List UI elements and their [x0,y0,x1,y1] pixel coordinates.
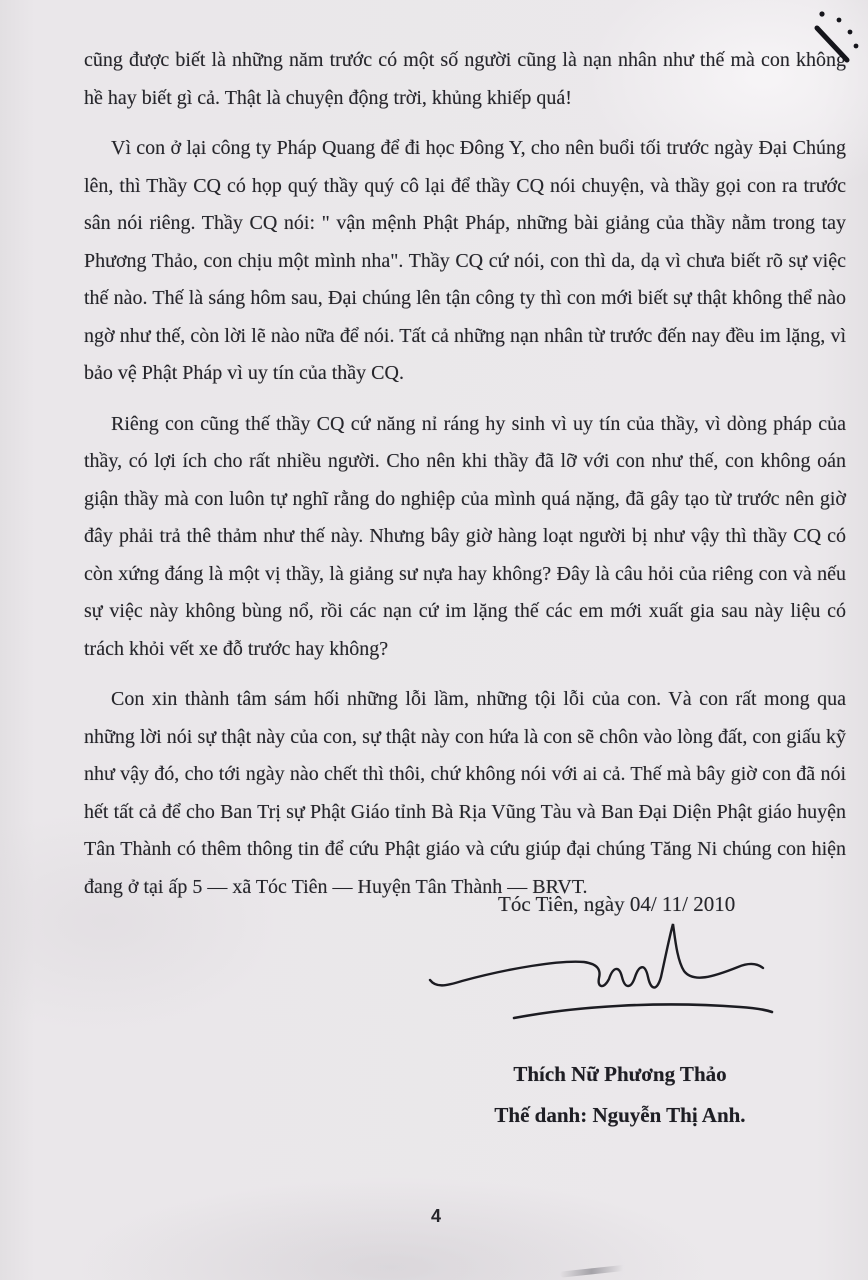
letter-body [84,42,846,919]
paragraph-3: Riêng con cũng thế thầy CQ cứ năng nỉ ráng hy sinh vì uy tín của thầy, vì dòng pháp của thầy, có lợi ích cho rất nhiều người. Cho nên khi thầy đã lỡ với con như thế, con không oán giận thầy mà con luôn tự nghĩ rằng do nghiệp của mình quá nặng, đã gây tạo từ trước nên giờ đây phải trả thê thảm như thế này. Nhưng bây giờ hàng loạt người bị như vậy thì thầy CQ có còn xứng đáng là một vị thầy, là giảng sư nựa hay không? Đây là câu hỏi của riêng con và nếu sự việc này không bùng nổ, rồi các nạn cứ im lặng thế các em mới xuất gia sau này liệu có trách khỏi vết xe đỗ trước hay không? [84,412,846,660]
pen-scribble-icon [803,6,863,70]
paragraph-2: Vì con ở lại công ty Pháp Quang để đi học Đông Y, cho nên buổi tối trước ngày Đại Chúng lên, thì Thầy CQ có họp quý thầy quý cô lại để thầy CQ nói chuyện, và thầy gọi con ra trước sân nói riêng. Thầy CQ nói: " vận mệnh Phật Pháp, những bài giảng của thầy nằm trong tay Phương Thảo, con chịu một mình nha". Thầy CQ cứ nói, con thì da, dạ vì chưa biết rõ sự việc thế nào. Thế là sáng hôm sau, Đại chúng lên tận công ty thì con mới biết sự thật không thể nào ngờ như thế, còn lời lẽ nào nữa để nói. Tất cả những nạn nhân từ trước đến nay đều im lặng, vì bảo vệ Phật Pháp vì uy tín của thầy CQ. [84,137,846,384]
signed-name: Thích Nữ Phương Thảo [513,1062,727,1086]
paragraph-continuation: cũng được biết là những năm trước có một số người cũng là nạn nhân như thế mà con không hề hay biết gì cả. Thật là chuyện động trời, khủng khiếp quá! [84,49,846,109]
secular-name: Thế danh: Nguyễn Thị Anh. [494,1103,746,1127]
signature-icon [418,918,804,1040]
date-line: Tóc Tiên, ngày 04/ 11/ 2010 [498,892,736,916]
page-number: 4 [430,1206,441,1226]
paragraph-4: Con xin thành tâm sám hối những lỗi lầm, những tội lỗi của con. Và con rất mong qua những lời nói sự thật này của con, sự thật này con hứa là con sẽ chôn vào lòng đất, con giấu kỹ như vậy đó, cho tới ngày nào chết thì thôi, chứ không nói với ai cả. Thế mà bây giờ con đã nói hết tất cả để cho Ban Trị sự Phật Giáo tỉnh Bà Rịa Vũng Tàu và Ban Đại Diện Phật giáo huyện Tân Thành có thêm thông tin để cứu Phật giáo và cứu giúp đại chúng Tăng Ni chúng con hiện đang ở tại ấp 5 — xã Tóc Tiên — Huyện Tân Thành — BRVT. [84,688,846,898]
scan-smudge [560,1264,630,1277]
